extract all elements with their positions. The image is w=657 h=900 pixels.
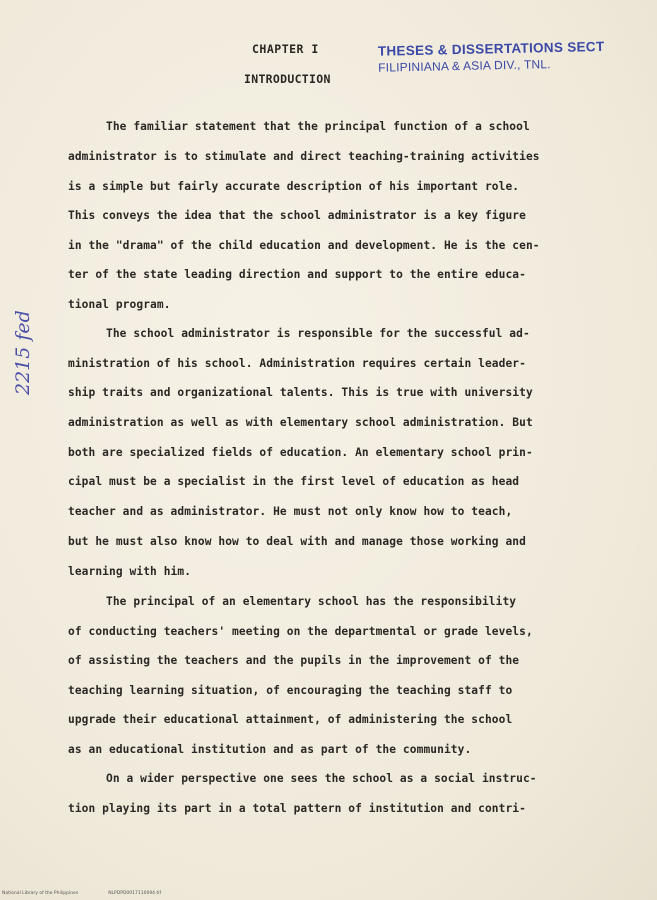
chapter-heading: CHAPTER I bbox=[252, 42, 319, 56]
text-line: The familiar statement that the principal function of a school bbox=[106, 120, 530, 133]
text-line: tional program. bbox=[68, 298, 171, 311]
footer-source: National Library of the Philippines bbox=[2, 891, 79, 896]
text-line: administrator is to stimulate and direct teaching-training activities bbox=[68, 150, 540, 163]
handwritten-margin-note: 2215 fed bbox=[12, 310, 34, 395]
text-line: of conducting teachers' meeting on the departmental or grade levels, bbox=[68, 625, 533, 638]
text-line: teaching learning situation, of encouraging the teaching staff to bbox=[68, 684, 513, 697]
text-line: is a simple but fairly accurate description of his important role. bbox=[68, 180, 520, 193]
text-line: ship traits and organizational talents. This is true with university bbox=[68, 386, 533, 399]
text-line: both are specialized fields of education. An elementary school prin- bbox=[68, 446, 533, 459]
text-line: tion playing its part in a total pattern of institution and contri- bbox=[68, 802, 526, 815]
text-line: This conveys the idea that the school administrator is a key figure bbox=[68, 209, 526, 222]
stamp-line-1: THESES & DISSERTATIONS SECT bbox=[377, 38, 605, 59]
text-line: On a wider perspective one sees the school as a social instruc- bbox=[106, 772, 537, 785]
text-line: but he must also know how to deal with and manage those working and bbox=[68, 535, 526, 548]
text-line: teacher and as administrator. He must not only know how to teach, bbox=[68, 505, 513, 518]
stamp-line-2: FILIPINIANA & ASIA DIV., TNL. bbox=[378, 57, 551, 75]
library-stamp bbox=[378, 37, 639, 76]
footer-filename: NLPDPD0017110094.tif bbox=[108, 891, 162, 896]
text-line: The school administrator is responsible for the successful ad- bbox=[106, 327, 530, 340]
text-line: as an educational institution and as part of the community. bbox=[68, 743, 472, 756]
text-line: in the "drama" of the child education and development. He is the cen- bbox=[68, 239, 540, 252]
scan-footer bbox=[2, 891, 657, 896]
chapter-title: INTRODUCTION bbox=[244, 72, 331, 86]
text-line: ministration of his school. Administration requires certain leader- bbox=[68, 357, 526, 370]
text-line: learning with him. bbox=[68, 565, 192, 578]
text-line: upgrade their educational attainment, of administering the school bbox=[68, 713, 513, 726]
text-line: cipal must be a specialist in the first level of education as head bbox=[68, 475, 520, 488]
text-line: of assisting the teachers and the pupils in the improvement of the bbox=[68, 654, 520, 667]
text-line: ter of the state leading direction and support to the entire educa- bbox=[68, 268, 526, 281]
text-line: administration as well as with elementary school administration. But bbox=[68, 416, 533, 429]
text-line: The principal of an elementary school has the responsibility bbox=[106, 595, 517, 608]
